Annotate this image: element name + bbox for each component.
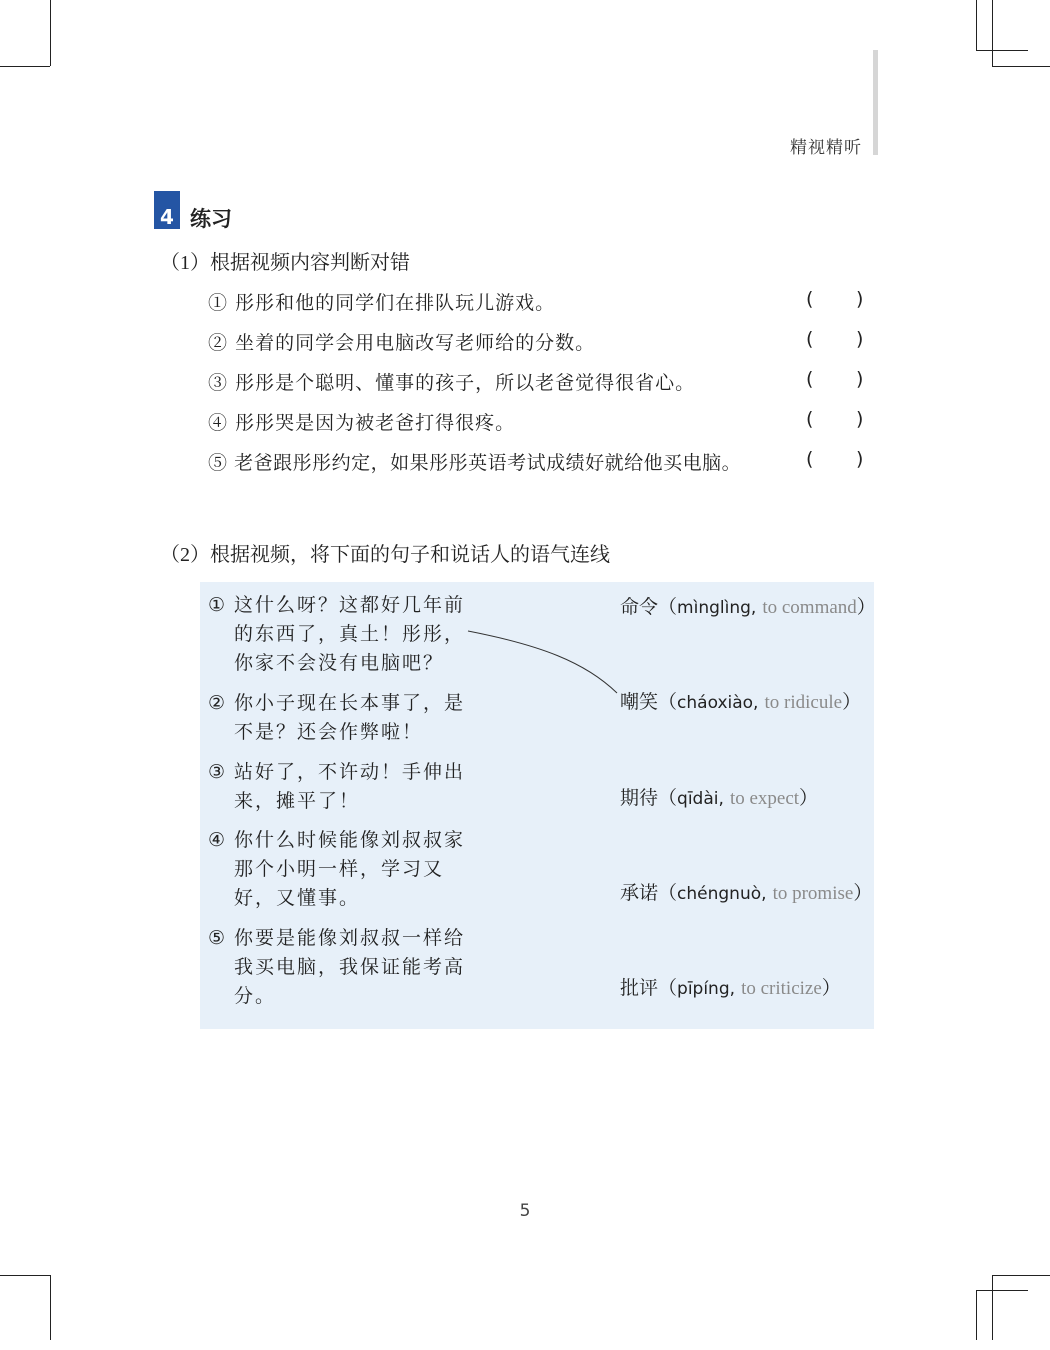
true-false-item: ③ 彤彤是个聪明、懂事的孩子，所以老爸觉得很省心。 <box>208 372 696 394</box>
part2-title: 根据视频，将下面的句子和说话人的语气连线 <box>210 542 610 566</box>
sentence-item[interactable]: ③ 站好了，不许动！手伸出来，摊平了！ <box>208 761 466 812</box>
sentence-item[interactable]: ④ 你什么时候能像刘叔叔家那个小明一样，学习又好，又懂事。 <box>208 829 466 909</box>
section-number-badge: 4 <box>154 191 180 229</box>
true-false-item: ① 彤彤和他的同学们在排队玩儿游戏。 <box>208 292 556 314</box>
true-false-item: ② 坐着的同学会用电脑改写老师给的分数。 <box>208 332 596 354</box>
true-false-item: ⑤ 老爸跟彤彤约定，如果彤彤英语考试成绩好就给他买电脑。 <box>208 452 742 474</box>
sentence-item[interactable]: ② 你小子现在长本事了，是不是？还会作弊啦！ <box>208 692 466 743</box>
tone-option-command[interactable]: 命令（mìnglìng, to command） <box>620 596 876 618</box>
tone-option-criticize[interactable]: 批评（pīpíng, to criticize） <box>620 977 841 999</box>
sentence-item[interactable]: ① 这什么呀？这都好几年前的东西了，真土！彤彤，你家不会没有电脑吧？ <box>208 594 466 674</box>
part2-number: （2） <box>160 544 210 566</box>
tone-option-expect[interactable]: 期待（qīdài, to expect） <box>620 787 819 809</box>
true-false-item: ④ 彤彤哭是因为被老爸打得很疼。 <box>208 412 516 434</box>
section-title: 练习 <box>190 207 232 231</box>
running-title: 精视精听 <box>790 138 862 158</box>
part1-number: （1） <box>160 252 210 274</box>
sentence-item[interactable]: ⑤ 你要是能像刘叔叔一样给我买电脑，我保证能考高分。 <box>208 927 466 1007</box>
tone-option-promise[interactable]: 承诺（chéngnuò, to promise） <box>620 882 873 904</box>
part1-title: 根据视频内容判断对错 <box>210 250 410 274</box>
page-number: 5 <box>519 1201 531 1221</box>
tone-option-ridicule[interactable]: 嘲笑（cháoxiào, to ridicule） <box>620 691 862 713</box>
